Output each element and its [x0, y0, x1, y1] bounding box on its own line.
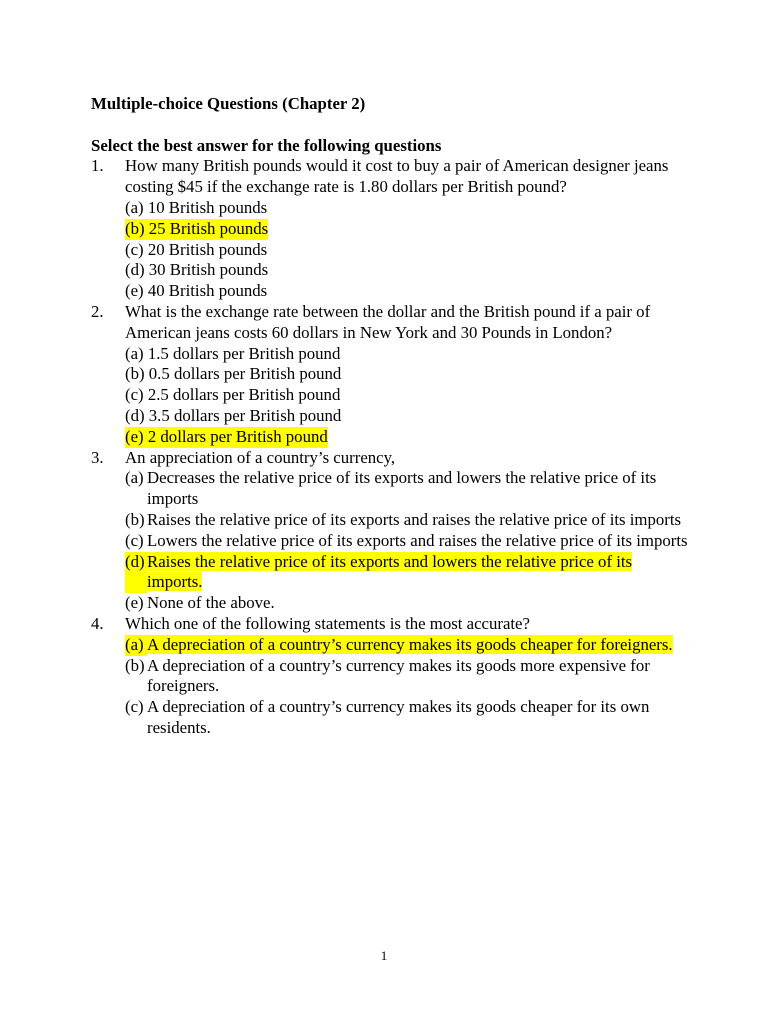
question-number: 1.: [91, 156, 104, 176]
question-text: An appreciation of a country’s currency,: [125, 447, 396, 467]
page-number: 1: [380, 948, 388, 963]
option-label: (a): [125, 635, 147, 656]
option-label: (b): [125, 655, 145, 675]
question-text: What is the exchange rate between the dollar and the British pound if a pair of American jeans costs 60 dollars in New York and 30 Pounds in London?: [125, 301, 651, 342]
spacer: [91, 115, 691, 136]
option-text: A depreciation of a country’s currency makes its goods cheaper for its own residents.: [147, 697, 650, 737]
question-2: [91, 302, 691, 344]
option-label: (c): [125, 530, 144, 550]
option-1a: [125, 198, 691, 219]
question-3: [91, 448, 691, 469]
option-text: 25 British pounds: [148, 218, 269, 238]
option-1c: [125, 240, 691, 261]
question-text: Which one of the following statements is the most accurate?: [125, 613, 530, 633]
option-label: (e): [125, 281, 144, 301]
option-text: 2 dollars per British pound: [147, 426, 328, 446]
option-text: 2.5 dollars per British pound: [147, 385, 341, 405]
option-text: 0.5 dollars per British pound: [148, 364, 342, 384]
option-label: (b): [125, 364, 145, 384]
question-3-options: [125, 468, 691, 614]
option-text: Raises the relative price of its exports and lowers the relative price of its imports.: [147, 551, 633, 592]
option-text: 3.5 dollars per British pound: [148, 405, 342, 425]
option-3c: [125, 531, 691, 552]
option-3e: [125, 593, 691, 614]
option-text: A depreciation of a country’s currency makes its goods cheaper for foreigners.: [147, 634, 673, 654]
option-4c: [125, 697, 691, 739]
page-title: Multiple-choice Questions (Chapter 2): [91, 94, 366, 113]
option-label: (d): [125, 552, 147, 594]
option-1d: [125, 260, 691, 281]
question-number: 3.: [91, 447, 104, 467]
option-text: 40 British pounds: [147, 281, 268, 301]
option-text: Raises the relative price of its exports and raises the relative price of its imports: [147, 509, 682, 529]
question-1: [91, 156, 691, 198]
option-label: (a): [125, 468, 144, 488]
option-label: (a): [125, 343, 144, 363]
option-4b: [125, 656, 691, 698]
option-label: (e): [125, 593, 144, 613]
option-label: (b): [125, 218, 145, 238]
option-3d-highlighted: [125, 552, 691, 594]
option-label: (c): [125, 385, 144, 405]
question-number: 2.: [91, 301, 104, 321]
question-4: [91, 614, 691, 635]
question-2-options: [125, 344, 691, 448]
option-text: Decreases the relative price of its exports and lowers the relative price of its imports: [147, 468, 657, 509]
option-text: 1.5 dollars per British pound: [147, 343, 341, 363]
question-number: 4.: [91, 613, 104, 633]
option-2e-highlighted: [125, 427, 691, 448]
option-2a: [125, 344, 691, 365]
option-text: 30 British pounds: [148, 260, 269, 280]
option-3b: [125, 510, 691, 531]
option-2d: [125, 406, 691, 427]
option-text: 10 British pounds: [147, 197, 268, 217]
question-4-options: [125, 635, 691, 739]
option-text: None of the above.: [147, 593, 275, 613]
option-2c: [125, 385, 691, 406]
option-label: (c): [125, 697, 144, 717]
option-label: (e): [125, 426, 144, 446]
document-content: [91, 94, 691, 739]
question-1-options: [125, 198, 691, 302]
option-text: Lowers the relative price of its exports and raises the relative price of its imports: [147, 530, 688, 550]
option-text: 20 British pounds: [147, 239, 268, 259]
option-label: (a): [125, 197, 144, 217]
option-1e: [125, 281, 691, 302]
option-1b-highlighted: [125, 219, 691, 240]
option-2b: [125, 364, 691, 385]
option-4a-highlighted: [125, 635, 691, 656]
option-label: (d): [125, 405, 145, 425]
option-label: (b): [125, 509, 145, 529]
option-label: (c): [125, 239, 144, 259]
option-3a: [125, 468, 691, 510]
instruction-text: Select the best answer for the following questions: [91, 135, 442, 155]
question-text: How many British pounds would it cost to buy a pair of American designer jeans costing $45 if the exchange rate is 1.80 dollars per British pound?: [125, 156, 669, 197]
option-text: A depreciation of a country’s currency makes its goods more expensive for foreigners.: [147, 655, 650, 696]
option-label: (d): [125, 260, 145, 280]
